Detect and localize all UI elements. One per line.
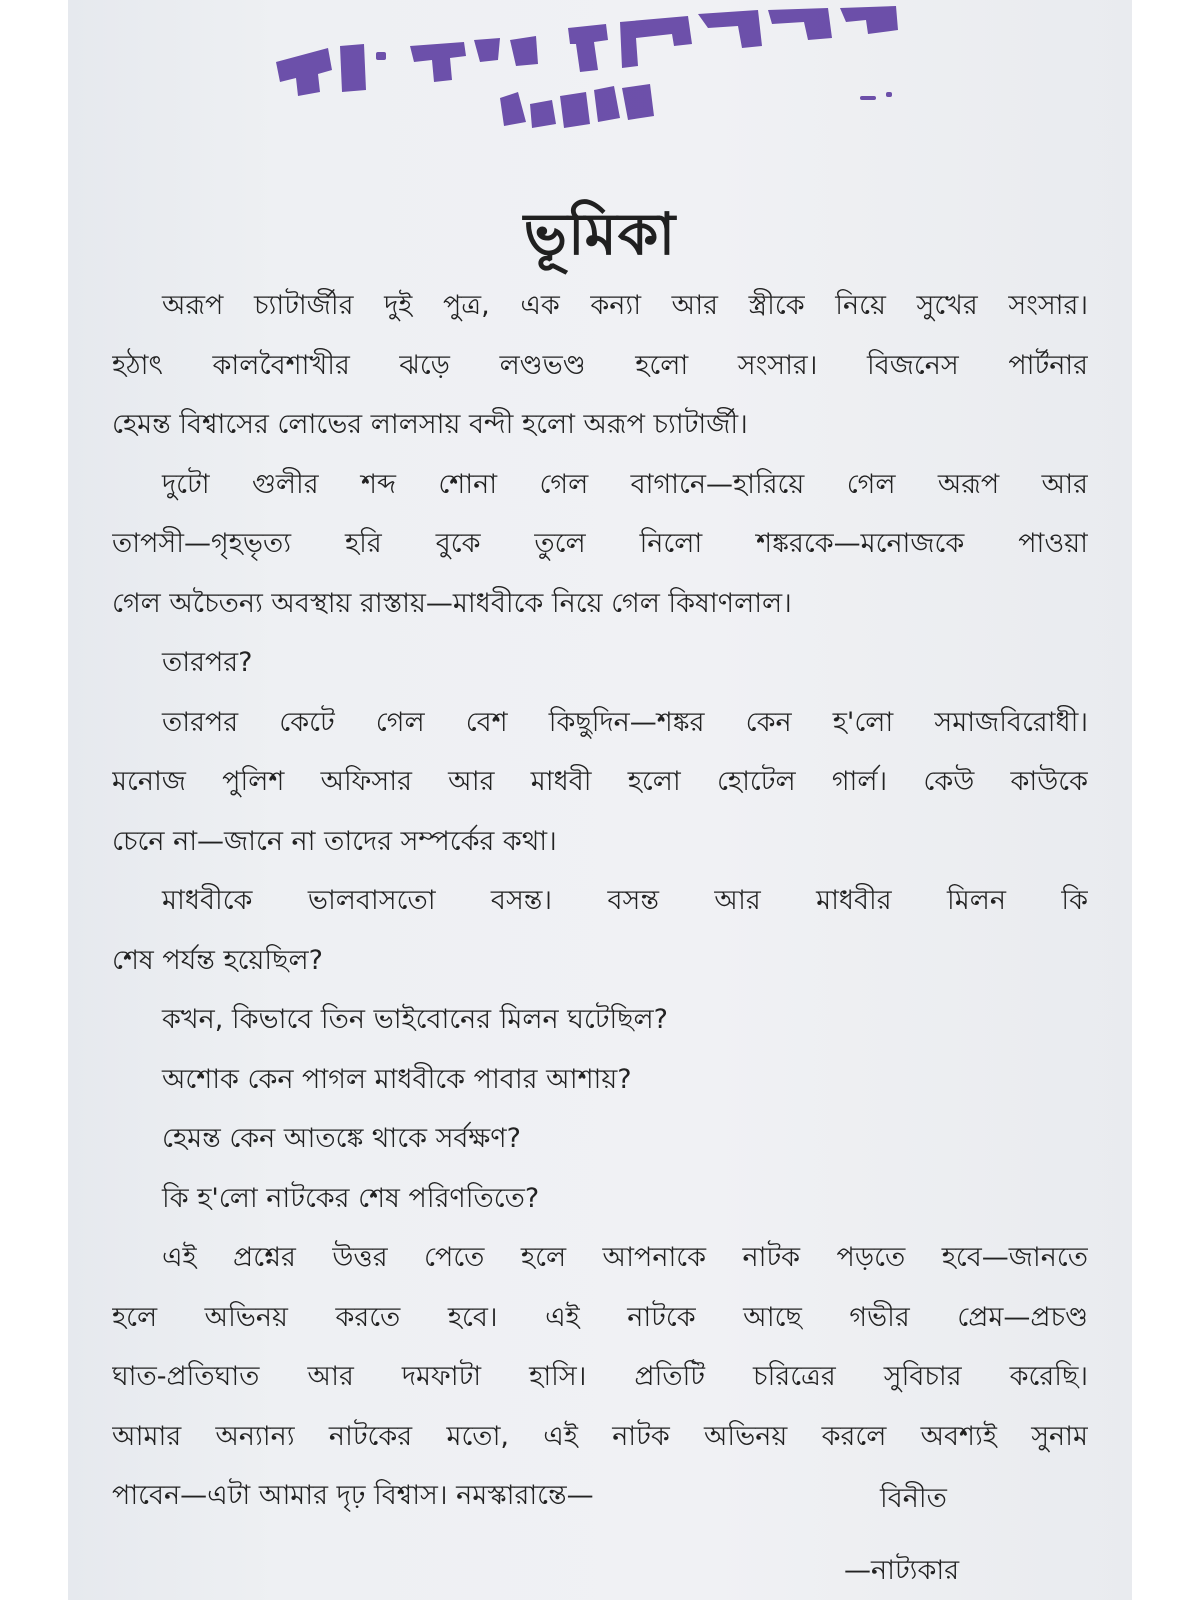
text-line: হেমন্ত কেন আতঙ্কে থাকে সর্বক্ষণ? <box>162 1123 521 1154</box>
ink-stamp-graphic <box>268 0 908 140</box>
text-line: ঘাত-প্রতিঘাত আর দমফাটা হাসি। প্রতিটি চরিত্রের সুবিচার করেছি। <box>112 1361 1088 1392</box>
text-line: পাবেন—এটা আমার দৃঢ় বিশ্বাস। নমস্কারান্তে— <box>112 1480 594 1511</box>
signature-author: —নাট্যকার <box>844 1555 960 1586</box>
text-line: কখন, কিভাবে তিন ভাইবোনের মিলন ঘটেছিল? <box>162 1004 669 1035</box>
signature-closing: বিনীত <box>880 1483 947 1514</box>
text-line: কি হ'লো নাটকের শেষ পরিণতিতে? <box>162 1182 540 1214</box>
document-page <box>68 0 1132 1600</box>
text-line: তাপসী—গৃহভৃত্য হরি বুকে তুলে নিলো শঙ্করকে—মনোজকে পাওয়া <box>112 528 1088 559</box>
text-line: আমার অন্যান্য নাটকের মতো, এই নাটক অভিনয় করলে অবশ্যই সুনাম <box>112 1420 1088 1452</box>
ink-stamp <box>268 0 908 140</box>
text-line: হলে অভিনয় করতে হবে। এই নাটকে আছে গভীর প্রেম—প্রচণ্ড <box>112 1301 1088 1333</box>
text-line: শেষ পর্যন্ত হয়েছিল? <box>112 944 323 976</box>
text-line: দুটো গুলীর শব্দ শোনা গেল বাগানে—হারিয়ে গেল অরূপ আর <box>162 468 1088 500</box>
text-line: মাধবীকে ভালবাসতো বসন্ত। বসন্ত আর মাধবীর মিলন কি <box>162 885 1088 916</box>
text-line: চেনে না—জানে না তাদের সম্পর্কের কথা। <box>112 825 557 857</box>
text-line: মনোজ পুলিশ অফিসার আর মাধবী হলো হোটেল গার্ল। কেউ কাউকে <box>112 766 1088 797</box>
text-line: অশোক কেন পাগল মাধবীকে পাবার আশায়? <box>162 1063 632 1095</box>
text-line: তারপর? <box>162 647 253 678</box>
text-line: হেমন্ত বিশ্বাসের লোভের লালসায় বন্দী হলো অরূপ চ্যাটার্জী। <box>112 409 748 440</box>
preface-body <box>112 276 1088 1526</box>
page-title: ভূমিকা <box>523 200 677 268</box>
text-line: গেল অচৈতন্য অবস্থায় রাস্তায়—মাধবীকে নিয়ে গেল কিষাণলাল। <box>112 587 792 619</box>
text-line: এই প্রশ্নের উত্তর পেতে হলে আপনাকে নাটক পড়তে হবে—জানতে <box>162 1242 1088 1273</box>
text-line: হঠাৎ কালবৈশাখীর ঝড়ে লণ্ডভণ্ড হলো সংসার। বিজনেস পার্টনার <box>112 349 1088 381</box>
text-line: অরূপ চ্যাটার্জীর দুই পুত্র, এক কন্যা আর স্ত্রীকে নিয়ে সুখের সংসার। <box>162 290 1088 321</box>
text-line: তারপর কেটে গেল বেশ কিছুদিন—শঙ্কর কেন হ'লো সমাজবিরোধী। <box>162 706 1088 738</box>
